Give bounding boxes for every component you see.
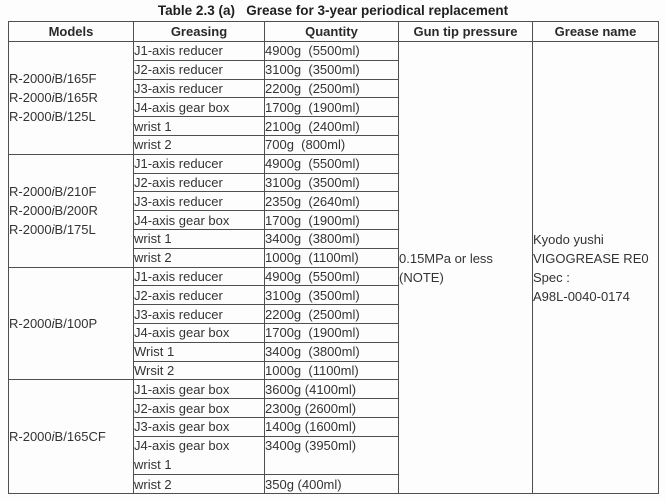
greasing-point: wrist 1	[134, 118, 172, 134]
greasing-cell	[134, 323, 265, 342]
quantity-cell: 1700g (1900ml)	[265, 98, 399, 117]
greasing-cell	[134, 267, 265, 286]
greasing-point: wrist 2	[134, 137, 172, 153]
greasing-point: wrist 1	[134, 456, 172, 472]
header-cell-models: Models	[9, 22, 134, 42]
table-row	[9, 42, 659, 61]
quantity-cell: 4900g (5500ml)	[265, 154, 399, 173]
quantity-cell: 4900g (5500ml)	[265, 267, 399, 286]
model-name: R-2000iB/210F	[9, 184, 97, 200]
model-name: R-2000iB/125L	[9, 109, 96, 125]
greasing-cell	[134, 98, 265, 117]
greasing-point: wrist 2	[134, 476, 172, 492]
header-cell-quantity: Quantity	[265, 22, 399, 42]
quantity-cell: 350g (400ml)	[265, 475, 399, 494]
greasing-point: wrist 1	[134, 231, 172, 247]
greasing-point: J4-axis gear box	[134, 325, 230, 341]
gun-tip-pressure-text: 0.15MPa or less	[399, 250, 493, 266]
grease-name-text: VIGOGREASE RE0	[533, 250, 649, 266]
greasing-cell	[134, 417, 265, 436]
models-cell	[9, 380, 134, 494]
models-cell	[9, 267, 134, 380]
quantity-cell: 1700g (1900ml)	[265, 323, 399, 342]
model-name: R-2000iB/165F	[9, 71, 97, 87]
greasing-cell	[134, 361, 265, 380]
quantity-cell: 2300g (2600ml)	[265, 399, 399, 418]
greasing-point: J4-axis gear box	[134, 212, 230, 228]
model-name: R-2000iB/200R	[9, 203, 98, 219]
quantity-cell: 3100g (3500ml)	[265, 173, 399, 192]
table-body	[9, 42, 659, 494]
quantity-cell: 2350g (2640ml)	[265, 192, 399, 211]
quantity-cell: 3100g (3500ml)	[265, 60, 399, 79]
greasing-cell	[134, 399, 265, 418]
quantity-cell: 2200g (2500ml)	[265, 79, 399, 98]
grease-name-text: Kyodo yushi	[533, 231, 604, 247]
greasing-cell	[134, 192, 265, 211]
greasing-cell	[134, 436, 265, 475]
greasing-point: J1-axis reducer	[134, 268, 223, 284]
quantity-cell: 4900g (5500ml)	[265, 42, 399, 61]
table-title: Table 2.3 (a) Grease for 3-year periodical replacement	[157, 3, 509, 18]
greasing-point: J3-axis gear box	[134, 419, 230, 435]
greasing-point: J3-axis reducer	[134, 80, 223, 96]
quantity-cell: 1400g (1600ml)	[265, 417, 399, 436]
greasing-point: J3-axis reducer	[134, 193, 223, 209]
greasing-cell	[134, 305, 265, 324]
quantity-cell: 3100g (3500ml)	[265, 286, 399, 305]
grease-name-text: Spec :	[533, 269, 570, 285]
grease-replacement-table	[8, 21, 659, 494]
greasing-point: J4-axis gear box	[134, 437, 230, 453]
quantity-cell: 1000g (1100ml)	[265, 361, 399, 380]
greasing-cell	[134, 380, 265, 399]
greasing-point: Wrsit 2	[134, 362, 175, 378]
quantity-cell: 3600g (4100ml)	[265, 380, 399, 399]
table-header	[9, 22, 659, 42]
models-cell	[9, 42, 134, 155]
greasing-point: J1-axis gear box	[134, 381, 230, 397]
quantity-cell: 1700g (1900ml)	[265, 211, 399, 230]
greasing-cell	[134, 229, 265, 248]
greasing-cell	[134, 42, 265, 61]
greasing-point: Wrist 1	[134, 344, 175, 360]
greasing-cell	[134, 286, 265, 305]
quantity-cell: 1000g (1100ml)	[265, 248, 399, 267]
greasing-cell	[134, 342, 265, 361]
greasing-point: J1-axis reducer	[134, 156, 223, 172]
header-cell-greasing: Greasing	[134, 22, 265, 42]
greasing-cell	[134, 135, 265, 154]
header-cell-grease-name: Grease name	[533, 22, 659, 42]
grease-name-text: A98L-0040-0174	[533, 288, 630, 304]
greasing-point: J1-axis reducer	[134, 43, 223, 59]
model-name: R-2000iB/175L	[9, 222, 96, 238]
quantity-cell: 700g (800ml)	[265, 135, 399, 154]
greasing-point: J2-axis reducer	[134, 287, 223, 303]
greasing-cell	[134, 173, 265, 192]
greasing-point: J4-axis gear box	[134, 99, 230, 115]
greasing-cell	[134, 211, 265, 230]
greasing-point: J2-axis reducer	[134, 174, 223, 190]
greasing-cell	[134, 248, 265, 267]
gun-tip-pressure-text: (NOTE)	[399, 269, 444, 285]
greasing-cell	[134, 475, 265, 494]
greasing-cell	[134, 79, 265, 98]
greasing-cell	[134, 60, 265, 79]
greasing-point: J2-axis reducer	[134, 62, 223, 78]
quantity-cell: 3400g (3950ml)	[265, 436, 399, 475]
quantity-cell: 3400g (3800ml)	[265, 342, 399, 361]
model-name: R-2000iB/165CF	[9, 429, 106, 445]
quantity-cell: 2200g (2500ml)	[265, 305, 399, 324]
models-cell	[9, 154, 134, 267]
greasing-cell	[134, 154, 265, 173]
greasing-point: wrist 2	[134, 250, 172, 266]
greasing-point: J3-axis reducer	[134, 306, 223, 322]
model-name: R-2000iB/165R	[9, 90, 98, 106]
gun-tip-pressure-cell	[399, 42, 533, 494]
greasing-point: J2-axis gear box	[134, 400, 230, 416]
quantity-cell: 2100g (2400ml)	[265, 117, 399, 136]
header-row	[9, 22, 659, 42]
model-name: R-2000iB/100P	[9, 315, 98, 331]
header-cell-gun-tip-pressure: Gun tip pressure	[399, 22, 533, 42]
quantity-cell: 3400g (3800ml)	[265, 229, 399, 248]
greasing-cell	[134, 117, 265, 136]
grease-name-cell	[533, 42, 659, 494]
